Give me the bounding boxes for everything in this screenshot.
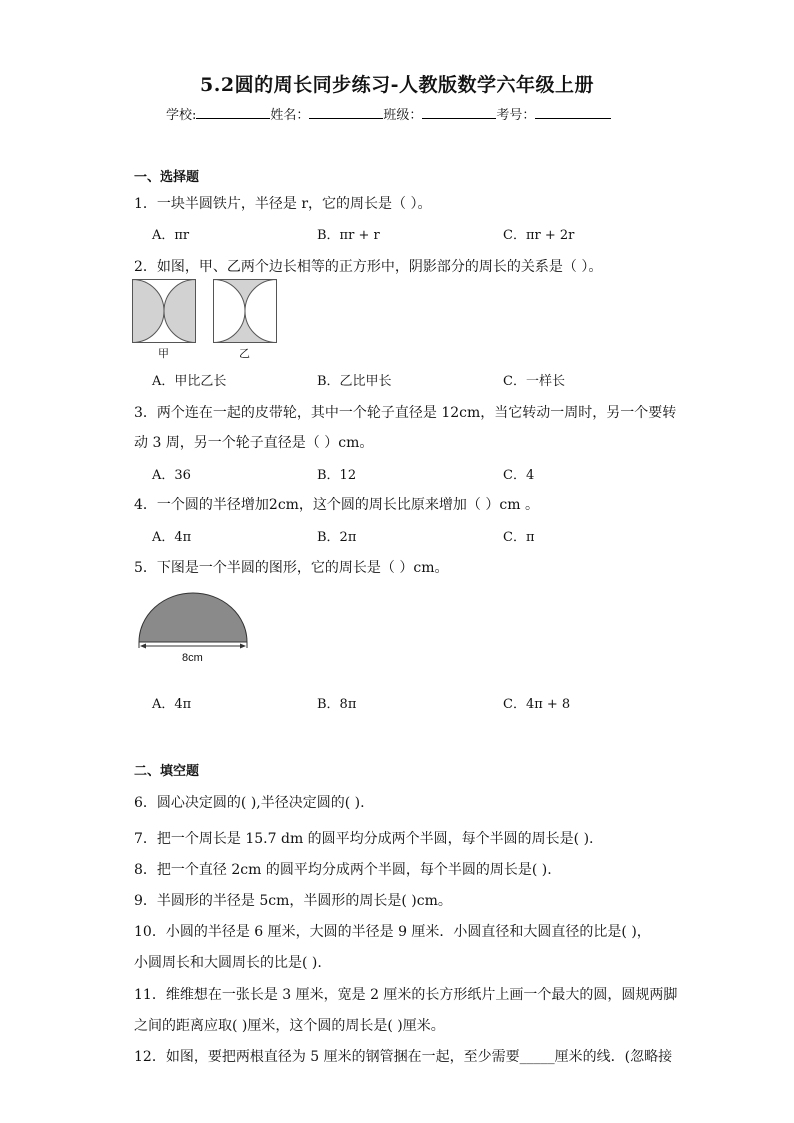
q3-option-a[interactable]: A．36 bbox=[152, 468, 191, 483]
q2-figure-yi bbox=[213, 279, 277, 343]
question-10-line1: 10．小圆的半径是 6 厘米，大圆的半径是 9 厘米．小圆直径和大圆直径的比是( )， bbox=[134, 924, 651, 940]
q5-option-b[interactable]: B．8π bbox=[317, 697, 357, 712]
q5-semicircle-figure bbox=[135, 590, 251, 650]
class-label: 班级： bbox=[383, 108, 423, 123]
section-title-fill: 二、填空题 bbox=[134, 764, 200, 779]
question-4: 4．一个圆的半径增加2cm，这个圆的周长比原来增加（ ）cm 。 bbox=[134, 497, 539, 513]
question-2: 2．如图，甲、乙两个边长相等的正方形中，阴影部分的周长的关系是（ ）。 bbox=[134, 259, 603, 275]
q1-option-c[interactable]: C．πr + 2r bbox=[503, 228, 575, 243]
question-3-line1: 3．两个连在一起的皮带轮，其中一个轮子直径是 12cm，当它转动一周时，另一个要转 bbox=[134, 405, 677, 421]
q4-option-b[interactable]: B．2π bbox=[317, 530, 357, 545]
q2-label-yi: 乙 bbox=[239, 347, 250, 360]
q2-label-jia: 甲 bbox=[158, 347, 169, 360]
q5-diameter-label: 8cm bbox=[182, 652, 203, 664]
q3-option-b[interactable]: B．12 bbox=[317, 468, 357, 483]
q2-option-c[interactable]: C．一样长 bbox=[503, 374, 565, 389]
question-11-line1: 11．维维想在一张长是 3 厘米，宽是 2 厘米的长方形纸片上画一个最大的圆，圆规两脚 bbox=[134, 987, 678, 1003]
q5-option-c[interactable]: C．4π + 8 bbox=[503, 697, 571, 712]
name-blank[interactable] bbox=[309, 106, 383, 119]
name-label: 姓名： bbox=[270, 108, 310, 123]
question-12-line1: 12．如图，要把两根直径为 5 厘米的钢管捆在一起，至少需要_____厘米的线．(忽略接 bbox=[134, 1049, 673, 1065]
question-6: 6．圆心决定圆的( ),半径决定圆的( ). bbox=[134, 795, 365, 811]
question-5: 5．下图是一个半圆的图形，它的周长是（ ）cm。 bbox=[134, 560, 449, 576]
q1-option-b[interactable]: B．πr + r bbox=[317, 228, 380, 243]
q4-option-c[interactable]: C．π bbox=[503, 530, 535, 545]
school-label: 学校: bbox=[166, 108, 197, 123]
student-info-line bbox=[166, 104, 611, 123]
question-3-line2: 动 3 周，另一个轮子直径是（ ）cm。 bbox=[134, 435, 374, 451]
q2-option-a[interactable]: A．甲比乙长 bbox=[152, 374, 227, 389]
school-blank[interactable] bbox=[196, 106, 270, 119]
question-1: 1．一块半圆铁片，半径是 r，它的周长是（ ）。 bbox=[134, 196, 432, 212]
page-title: 5.2圆的周长同步练习-人教版数学六年级上册 bbox=[200, 74, 594, 96]
question-8: 8．把一个直径 2cm 的圆平均分成两个半圆，每个半圆的周长是( ). bbox=[134, 862, 552, 878]
question-11-line2: 之间的距离应取( )厘米，这个圆的周长是( )厘米。 bbox=[134, 1018, 445, 1034]
question-7: 7．把一个周长是 15.7 dm 的圆平均分成两个半圆，每个半圆的周长是( ). bbox=[134, 831, 594, 847]
q2-option-b[interactable]: B．乙比甲长 bbox=[317, 374, 392, 389]
q2-figure-jia bbox=[132, 279, 196, 343]
q4-option-a[interactable]: A．4π bbox=[152, 530, 192, 545]
question-10-line2: 小圆周长和大圆周长的比是( ). bbox=[134, 955, 322, 971]
question-9: 9．半圆形的半径是 5cm，半圆形的周长是( )cm。 bbox=[134, 893, 452, 909]
q1-option-a[interactable]: A．πr bbox=[152, 228, 190, 243]
exam-number-blank[interactable] bbox=[535, 106, 611, 119]
section-title-choice: 一、选择题 bbox=[134, 170, 200, 185]
q5-option-a[interactable]: A．4π bbox=[152, 697, 192, 712]
exam-number-label: 考号： bbox=[496, 108, 536, 123]
class-blank[interactable] bbox=[422, 106, 496, 119]
q3-option-c[interactable]: C．4 bbox=[503, 468, 535, 483]
